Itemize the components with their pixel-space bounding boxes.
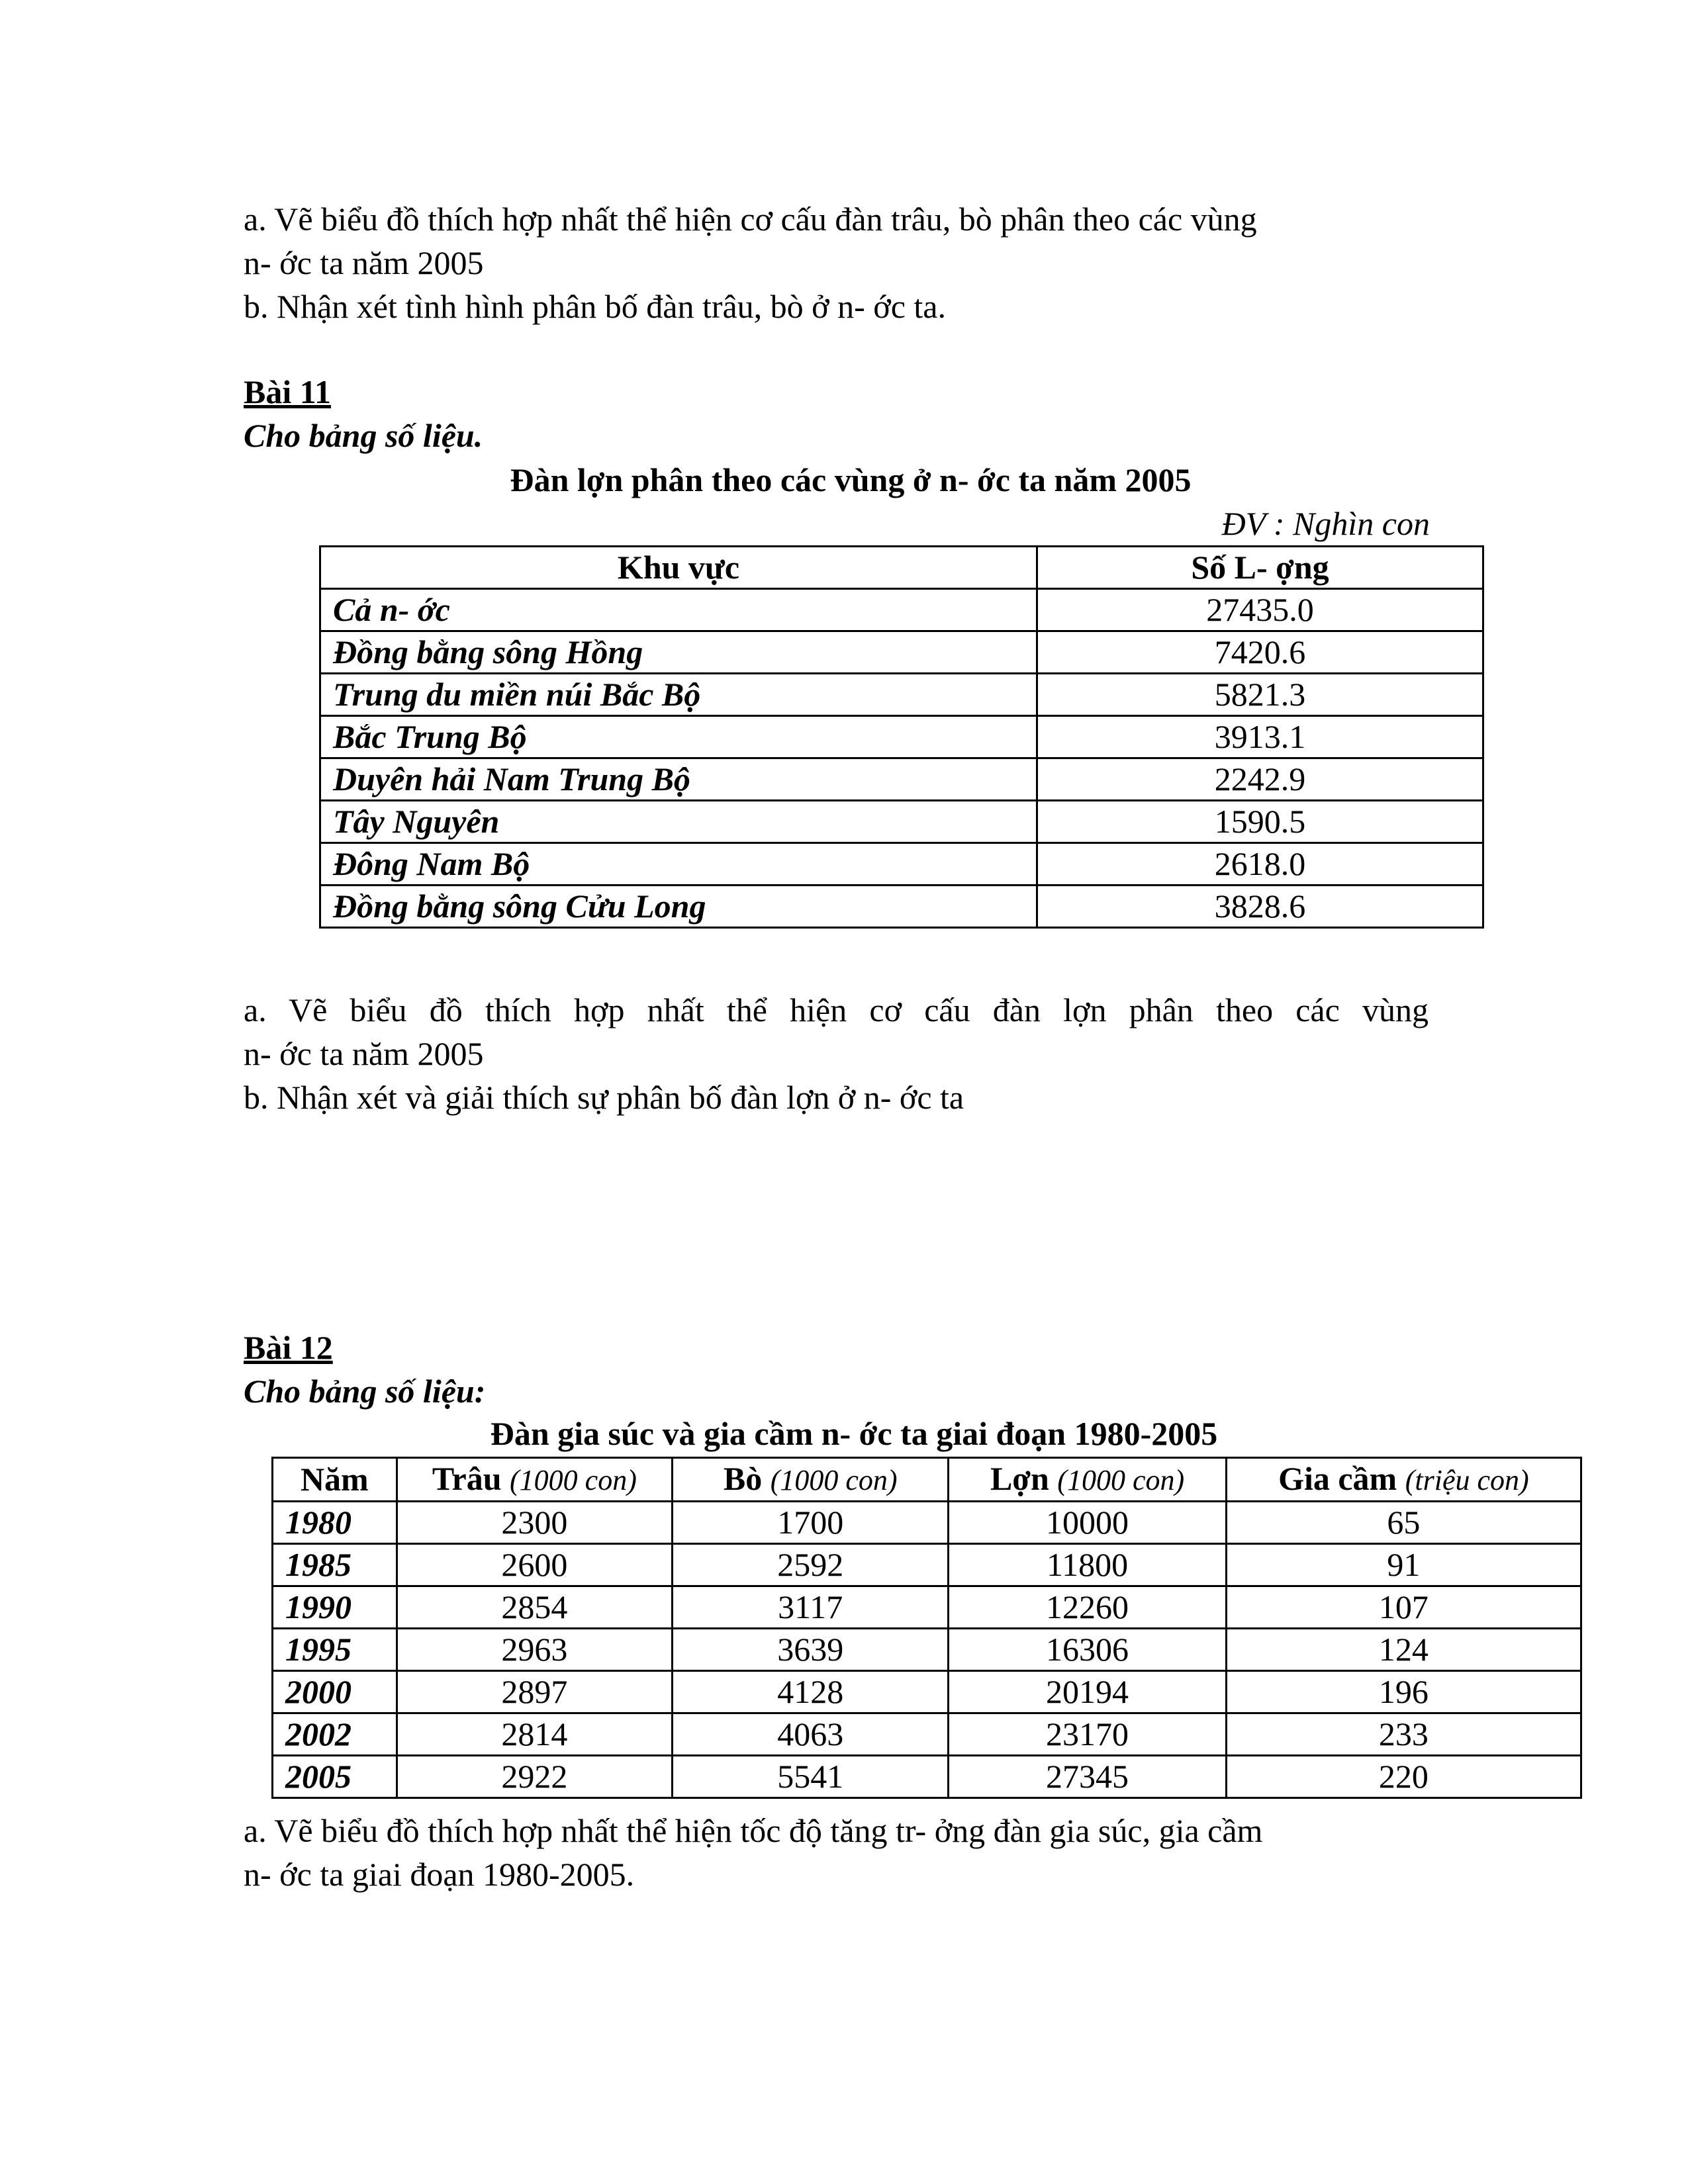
table-row — [273, 1502, 1581, 1544]
year-cell: 1990 — [273, 1586, 397, 1629]
bai12-question-a-line-2: n- ớc ta giai đoạn 1980-2005. — [244, 1856, 635, 1893]
gia-cam-cell: 91 — [1226, 1544, 1581, 1586]
bo-cell: 1700 — [673, 1502, 949, 1544]
bo-cell: 2592 — [673, 1544, 949, 1586]
lon-cell: 16306 — [949, 1629, 1226, 1671]
region-value: 7420.6 — [1037, 631, 1483, 674]
header-so-luong: Số L- ợng — [1037, 547, 1483, 589]
bai11-intro: Cho bảng số liệu. — [244, 417, 483, 454]
bai11-table-title: Đàn lợn phân theo các vùng ở n- ớc ta năm 2005 — [510, 461, 1192, 498]
region-name: Đồng bằng sông Cửu Long — [320, 886, 1037, 928]
year-cell: 1985 — [273, 1544, 397, 1586]
bai12-intro: Cho bảng số liệu: — [244, 1373, 486, 1410]
table-row — [273, 1671, 1581, 1713]
bo-cell: 4128 — [673, 1671, 949, 1713]
table-row — [320, 843, 1483, 886]
region-name: Đông Nam Bộ — [320, 843, 1037, 886]
table-row — [320, 631, 1483, 674]
gia-cam-cell: 196 — [1226, 1671, 1581, 1713]
bai11-question-a-line-1: a. Vẽ biểu đồ thích hợp nhất thể hiện cơ cấu đàn lợn phân theo các vùng — [244, 991, 1429, 1028]
bai12-question-a-line-1: a. Vẽ biểu đồ thích hợp nhất thể hiện tốc độ tăng tr- ởng đàn gia súc, gia cầm — [244, 1812, 1263, 1849]
gia-cam-cell: 107 — [1226, 1586, 1581, 1629]
question-a-line-2: n- ớc ta năm 2005 — [244, 244, 484, 281]
lon-cell: 23170 — [949, 1713, 1226, 1756]
year-cell: 2005 — [273, 1756, 397, 1798]
lon-cell: 27345 — [949, 1756, 1226, 1798]
gia-cam-cell: 65 — [1226, 1502, 1581, 1544]
table-row — [320, 886, 1483, 928]
region-value: 3828.6 — [1037, 886, 1483, 928]
header-khu-vuc: Khu vực — [320, 547, 1037, 589]
header-bo: Bò (1000 con) — [673, 1458, 949, 1502]
region-value: 1590.5 — [1037, 801, 1483, 843]
trau-cell: 2600 — [397, 1544, 672, 1586]
header-lon: Lợn (1000 con) — [949, 1458, 1226, 1502]
region-value: 2242.9 — [1037, 758, 1483, 801]
region-name: Trung du miền núi Bắc Bộ — [320, 674, 1037, 716]
table-header-row — [320, 547, 1483, 589]
trau-cell: 2854 — [397, 1586, 672, 1629]
header-trau: Trâu (1000 con) — [397, 1458, 672, 1502]
bai12-heading: Bài 12 — [244, 1329, 333, 1366]
question-b-line: b. Nhận xét tình hình phân bố đàn trâu, bò ở n- ớc ta. — [244, 288, 946, 325]
region-name: Đồng bằng sông Hồng — [320, 631, 1037, 674]
gia-cam-cell: 220 — [1226, 1756, 1581, 1798]
lon-cell: 11800 — [949, 1544, 1226, 1586]
question-a-line-1: a. Vẽ biểu đồ thích hợp nhất thể hiện cơ cấu đàn trâu, bò phân theo các vùng — [244, 201, 1257, 238]
year-cell: 2002 — [273, 1713, 397, 1756]
trau-cell: 2897 — [397, 1671, 672, 1713]
table-row — [320, 674, 1483, 716]
year-cell: 1980 — [273, 1502, 397, 1544]
table-row — [273, 1629, 1581, 1671]
region-value: 2618.0 — [1037, 843, 1483, 886]
region-name: Cả n- ớc — [320, 589, 1037, 631]
lon-cell: 12260 — [949, 1586, 1226, 1629]
table-row — [320, 758, 1483, 801]
year-cell: 1995 — [273, 1629, 397, 1671]
region-name: Tây Nguyên — [320, 801, 1037, 843]
lon-cell: 20194 — [949, 1671, 1226, 1713]
region-value: 27435.0 — [1037, 589, 1483, 631]
table-header-row — [273, 1458, 1581, 1502]
table-row — [273, 1544, 1581, 1586]
table-row — [273, 1586, 1581, 1629]
trau-cell: 2922 — [397, 1756, 672, 1798]
region-name: Bắc Trung Bộ — [320, 716, 1037, 758]
bai11-heading: Bài 11 — [244, 373, 331, 410]
bai11-table — [319, 545, 1484, 929]
bai11-unit: ĐV : Nghìn con — [1221, 505, 1430, 542]
table-row — [320, 801, 1483, 843]
lon-cell: 10000 — [949, 1502, 1226, 1544]
trau-cell: 2963 — [397, 1629, 672, 1671]
region-value: 5821.3 — [1037, 674, 1483, 716]
trau-cell: 2814 — [397, 1713, 672, 1756]
bo-cell: 3639 — [673, 1629, 949, 1671]
bai11-question-a-line-2: n- ớc ta năm 2005 — [244, 1035, 484, 1072]
table-row — [273, 1756, 1581, 1798]
gia-cam-cell: 233 — [1226, 1713, 1581, 1756]
bai11-question-b-line: b. Nhận xét và giải thích sự phân bố đàn lợn ở n- ớc ta — [244, 1079, 964, 1116]
bo-cell: 4063 — [673, 1713, 949, 1756]
gia-cam-cell: 124 — [1226, 1629, 1581, 1671]
bo-cell: 5541 — [673, 1756, 949, 1798]
bai12-table — [271, 1457, 1582, 1799]
trau-cell: 2300 — [397, 1502, 672, 1544]
region-name: Duyên hải Nam Trung Bộ — [320, 758, 1037, 801]
header-nam: Năm — [273, 1458, 397, 1502]
table-row — [320, 589, 1483, 631]
year-cell: 2000 — [273, 1671, 397, 1713]
region-value: 3913.1 — [1037, 716, 1483, 758]
bo-cell: 3117 — [673, 1586, 949, 1629]
table-row — [320, 716, 1483, 758]
bai12-table-title: Đàn gia súc và gia cầm n- ớc ta giai đoạn 1980-2005 — [490, 1415, 1218, 1452]
table-row — [273, 1713, 1581, 1756]
header-gia-cam: Gia cầm (triệu con) — [1226, 1458, 1581, 1502]
